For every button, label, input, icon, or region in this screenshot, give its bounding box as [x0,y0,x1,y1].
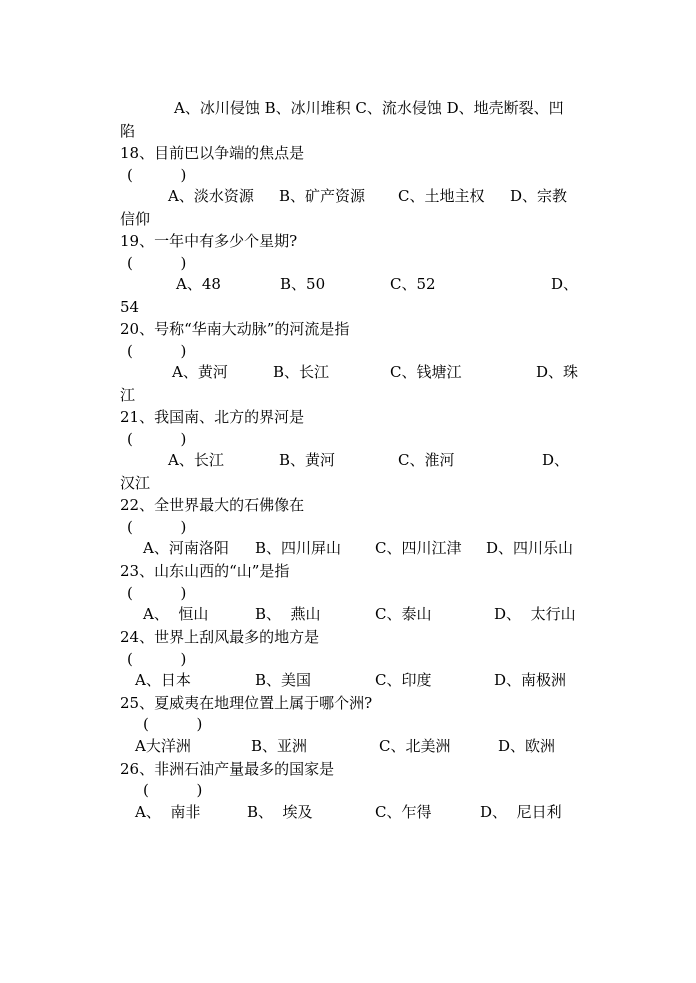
q18-option-a: A、淡水资源 [168,187,254,205]
q22-option-a: A、河南洛阳 [143,539,229,557]
q22-stem: 22、全世界最大的石佛像在 [120,496,305,514]
q24-option-d: D、南极洲 [494,671,567,689]
q19-option-d-cont: 54 [120,298,140,316]
q20-option-d: D、珠 [536,363,579,381]
q26-option-d: D、 尼日利 [480,803,562,821]
q22-option-d: D、四川乐山 [486,539,574,557]
q25-option-c: C、北美洲 [379,737,451,755]
q22-answer-paren: ( ) [127,518,187,536]
q20-option-d-cont: 江 [120,386,136,404]
q18-answer-paren: ( ) [127,166,187,184]
q24-option-a: A、日本 [135,671,191,689]
q21-option-d: D、 [542,451,570,469]
q25-option-d: D、欧洲 [498,737,556,755]
q19-option-b: B、50 [280,275,326,293]
q24-stem: 24、世界上刮风最多的地方是 [120,628,320,646]
q25-option-b: B、亚洲 [251,737,308,755]
q19-answer-paren: ( ) [127,254,187,272]
q18-option-d: D、宗教 [510,187,568,205]
q26-answer-paren: ( ) [143,781,203,799]
q22-option-b: B、四川屏山 [255,539,342,557]
q18-option-c: C、土地主权 [398,187,485,205]
q26-option-c: C、乍得 [375,803,432,821]
q23-option-a: A、 恒山 [143,605,209,623]
q20-option-b: B、长江 [273,363,330,381]
q21-option-c: C、淮河 [398,451,455,469]
q17-options-cont: 陷 [120,122,136,140]
q19-option-d: D、 [551,275,579,293]
q23-option-c: C、泰山 [375,605,432,623]
q18-stem: 18、目前巴以争端的焦点是 [120,144,305,162]
q20-option-c: C、钱塘江 [390,363,462,381]
q25-option-a: A大洋洲 [135,737,191,755]
q23-option-d: D、 太行山 [494,605,576,623]
q20-option-a: A、黄河 [172,363,228,381]
q19-option-c: C、52 [390,275,436,293]
q24-answer-paren: ( ) [127,650,187,668]
q20-stem: 20、号称“华南大动脉”的河流是指 [120,320,350,338]
q21-option-d-cont: 汉江 [120,474,151,492]
q26-option-b: B、 埃及 [247,803,313,821]
q24-option-c: C、印度 [375,671,432,689]
q20-answer-paren: ( ) [127,342,187,360]
q18-option-b: B、矿产资源 [279,187,366,205]
q24-option-b: B、美国 [255,671,312,689]
q21-option-a: A、长江 [168,451,224,469]
q23-stem: 23、山东山西的“山”是指 [120,562,290,580]
q26-stem: 26、非洲石油产量最多的国家是 [120,760,335,778]
q25-answer-paren: ( ) [143,715,203,733]
q26-option-a: A、 南非 [135,803,201,821]
q18-option-d-cont: 信仰 [120,210,151,228]
q25-stem: 25、夏威夷在地理位置上属于哪个洲? [120,694,373,712]
q21-option-b: B、黄河 [279,451,336,469]
q17-options: A、冰川侵蚀 B、冰川堆积 C、流水侵蚀 D、地壳断裂、凹 [174,99,564,117]
q23-option-b: B、 燕山 [255,605,321,623]
q22-option-c: C、四川江津 [375,539,462,557]
q21-answer-paren: ( ) [127,430,187,448]
q19-option-a: A、48 [176,275,221,293]
q23-answer-paren: ( ) [127,584,187,602]
q19-stem: 19、一年中有多少个星期? [120,232,298,250]
q21-stem: 21、我国南、北方的界河是 [120,408,305,426]
